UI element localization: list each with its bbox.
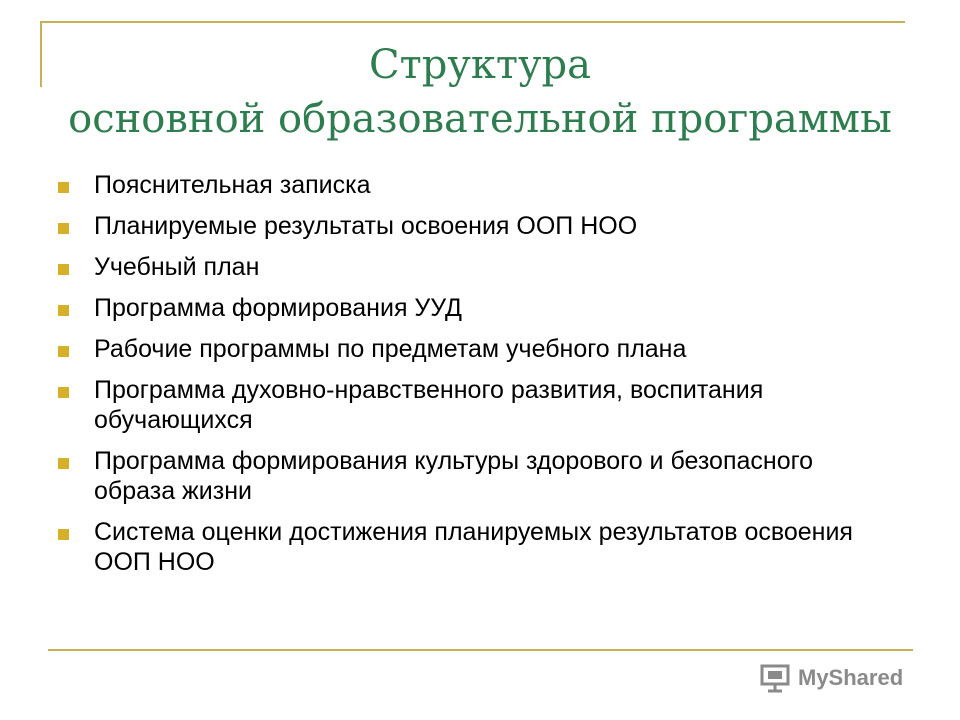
- square-bullet-icon: [58, 182, 69, 193]
- bullet-text: Программа формирования культуры здорового и безопасного образа жизни: [94, 447, 814, 505]
- bullet-text: Пояснительная записка: [94, 171, 371, 199]
- bullet-item: [56, 170, 876, 200]
- bullet-item: [56, 252, 876, 282]
- square-bullet-icon: [58, 387, 69, 398]
- bullet-text: Программа формирования УУД: [94, 294, 462, 322]
- bullet-item: [56, 446, 876, 506]
- bullet-item: [56, 375, 876, 435]
- bullet-item: [56, 293, 876, 323]
- bullet-item: [56, 517, 876, 577]
- slide-title-line-1: Структура: [369, 42, 591, 88]
- square-bullet-icon: [58, 458, 69, 469]
- bottom-accent-line: [48, 649, 913, 651]
- square-bullet-icon: [58, 529, 69, 540]
- bullet-item: [56, 334, 876, 364]
- top-accent-line: [40, 21, 905, 23]
- square-bullet-icon: [58, 264, 69, 275]
- bullet-item: [56, 211, 876, 241]
- square-bullet-icon: [58, 223, 69, 234]
- bullet-text: Учебный план: [94, 253, 260, 281]
- bullet-text: Планируемые результаты освоения ООП НОО: [94, 212, 638, 240]
- presentation-board-icon: [758, 663, 792, 693]
- square-bullet-icon: [58, 346, 69, 357]
- bullet-text: Рабочие программы по предметам учебного плана: [94, 335, 687, 363]
- watermark-logo: [758, 660, 918, 696]
- watermark-text: MyShared: [798, 665, 904, 690]
- bullet-list: [56, 170, 876, 588]
- slide-title: [0, 38, 960, 146]
- bullet-text: Система оценки достижения планируемых результатов освоения ООП НОО: [94, 518, 853, 576]
- bullet-text: Программа духовно-нравственного развития, воспитания обучающихся: [94, 376, 764, 434]
- slide-title-line-2: основной образовательной программы: [68, 96, 892, 142]
- square-bullet-icon: [58, 305, 69, 316]
